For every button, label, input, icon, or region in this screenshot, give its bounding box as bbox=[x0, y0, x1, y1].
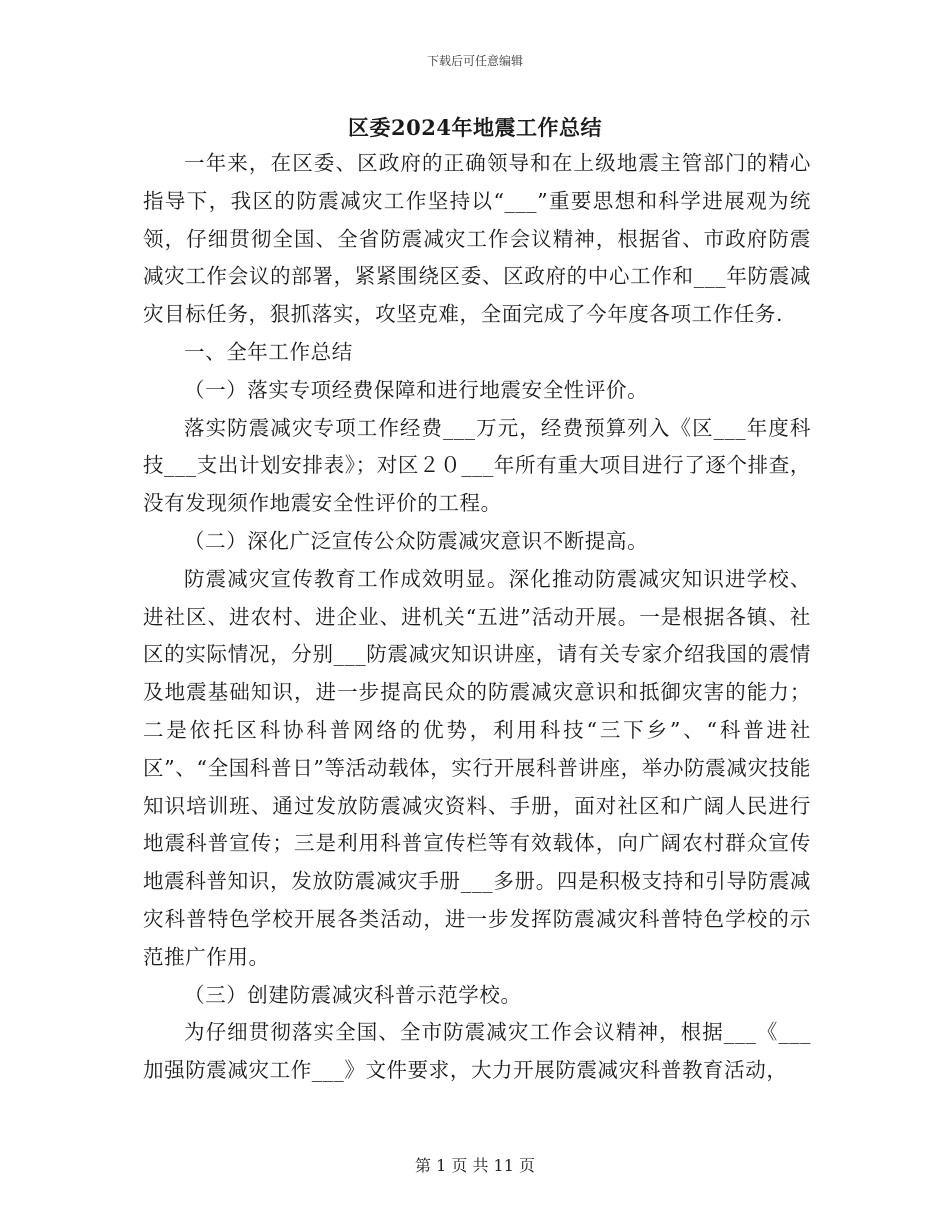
paragraph-publicity: 防震减灾宣传教育工作成效明显。深化推动防震减灾知识进学校、进社区、进农村、进企业、进机关“五进”活动开展。一是根据各镇、社区的实际情况，分别___防震减灾知识讲座，请有关专家介绍我国的震情及地震基础知识，进一步提高民众的防震减灾意识和抵御灾害的能力；二是依托区科协科普网络的优势，利用科技“三下乡”、“科普进社区”、“全国科普日”等活动载体，实行开展科普讲座，举办防震减灾技能知识培训班、通过发放防震减灾资料、手册，面对社区和广阔人民进行地震科普宣传；三是利用科普宣传栏等有效载体，向广阔农村群众宣传地震科普知识，发放防震减灾手册___多册。四是积极支持和引导防震减灾科普特色学校开展各类活动，进一步发挥防震减灾科普特色学校的示范推广作用。 bbox=[143, 566, 811, 969]
page-number: 第 1 页 共 11 页 bbox=[415, 1156, 535, 1175]
subsection-heading-funding: （一）落实专项经费保障和进行地震安全性评价。 bbox=[184, 377, 649, 402]
paragraph-schools: 为仔细贯彻落实全国、全市防震减灾工作会议精神，根据___《___加强防震减灾工作___》文件要求，大力开展防震减灾科普教育活动， bbox=[143, 1020, 811, 1083]
paragraph-intro: 一年来，在区委、区政府的正确领导和在上级地震主管部门的精心指导下，我区的防震减灾工作坚持以“___”重要思想和科学进展观为统领，仔细贯彻全国、全省防震减灾工作会议精神，根据省、市政府防震减灾工作会议的部署，紧紧围绕区委、区政府的中心工作和___年防震减灾目标任务，狠抓落实，攻坚克难，全面完成了今年度各项工作任务. bbox=[143, 151, 811, 327]
paragraph-funding: 落实防震减灾专项工作经费___万元，经费预算列入《区___年度科技___支出计划安排表》；对区２０___年所有重大项目进行了逐个排查，没有发现须作地震安全性评价的工程。 bbox=[143, 415, 811, 516]
section-heading-annual-summary: 一、全年工作总结 bbox=[184, 339, 353, 364]
document-title: 区委2024年地震工作总结 bbox=[348, 115, 602, 140]
page-header-note: 下载后可任意编辑 bbox=[426, 54, 523, 68]
subsection-heading-schools: （三）创建防震减灾科普示范学校。 bbox=[184, 982, 522, 1007]
document-body bbox=[143, 145, 811, 1090]
subsection-heading-publicity: （二）深化广泛宣传公众防震减灾意识不断提高。 bbox=[184, 528, 649, 553]
